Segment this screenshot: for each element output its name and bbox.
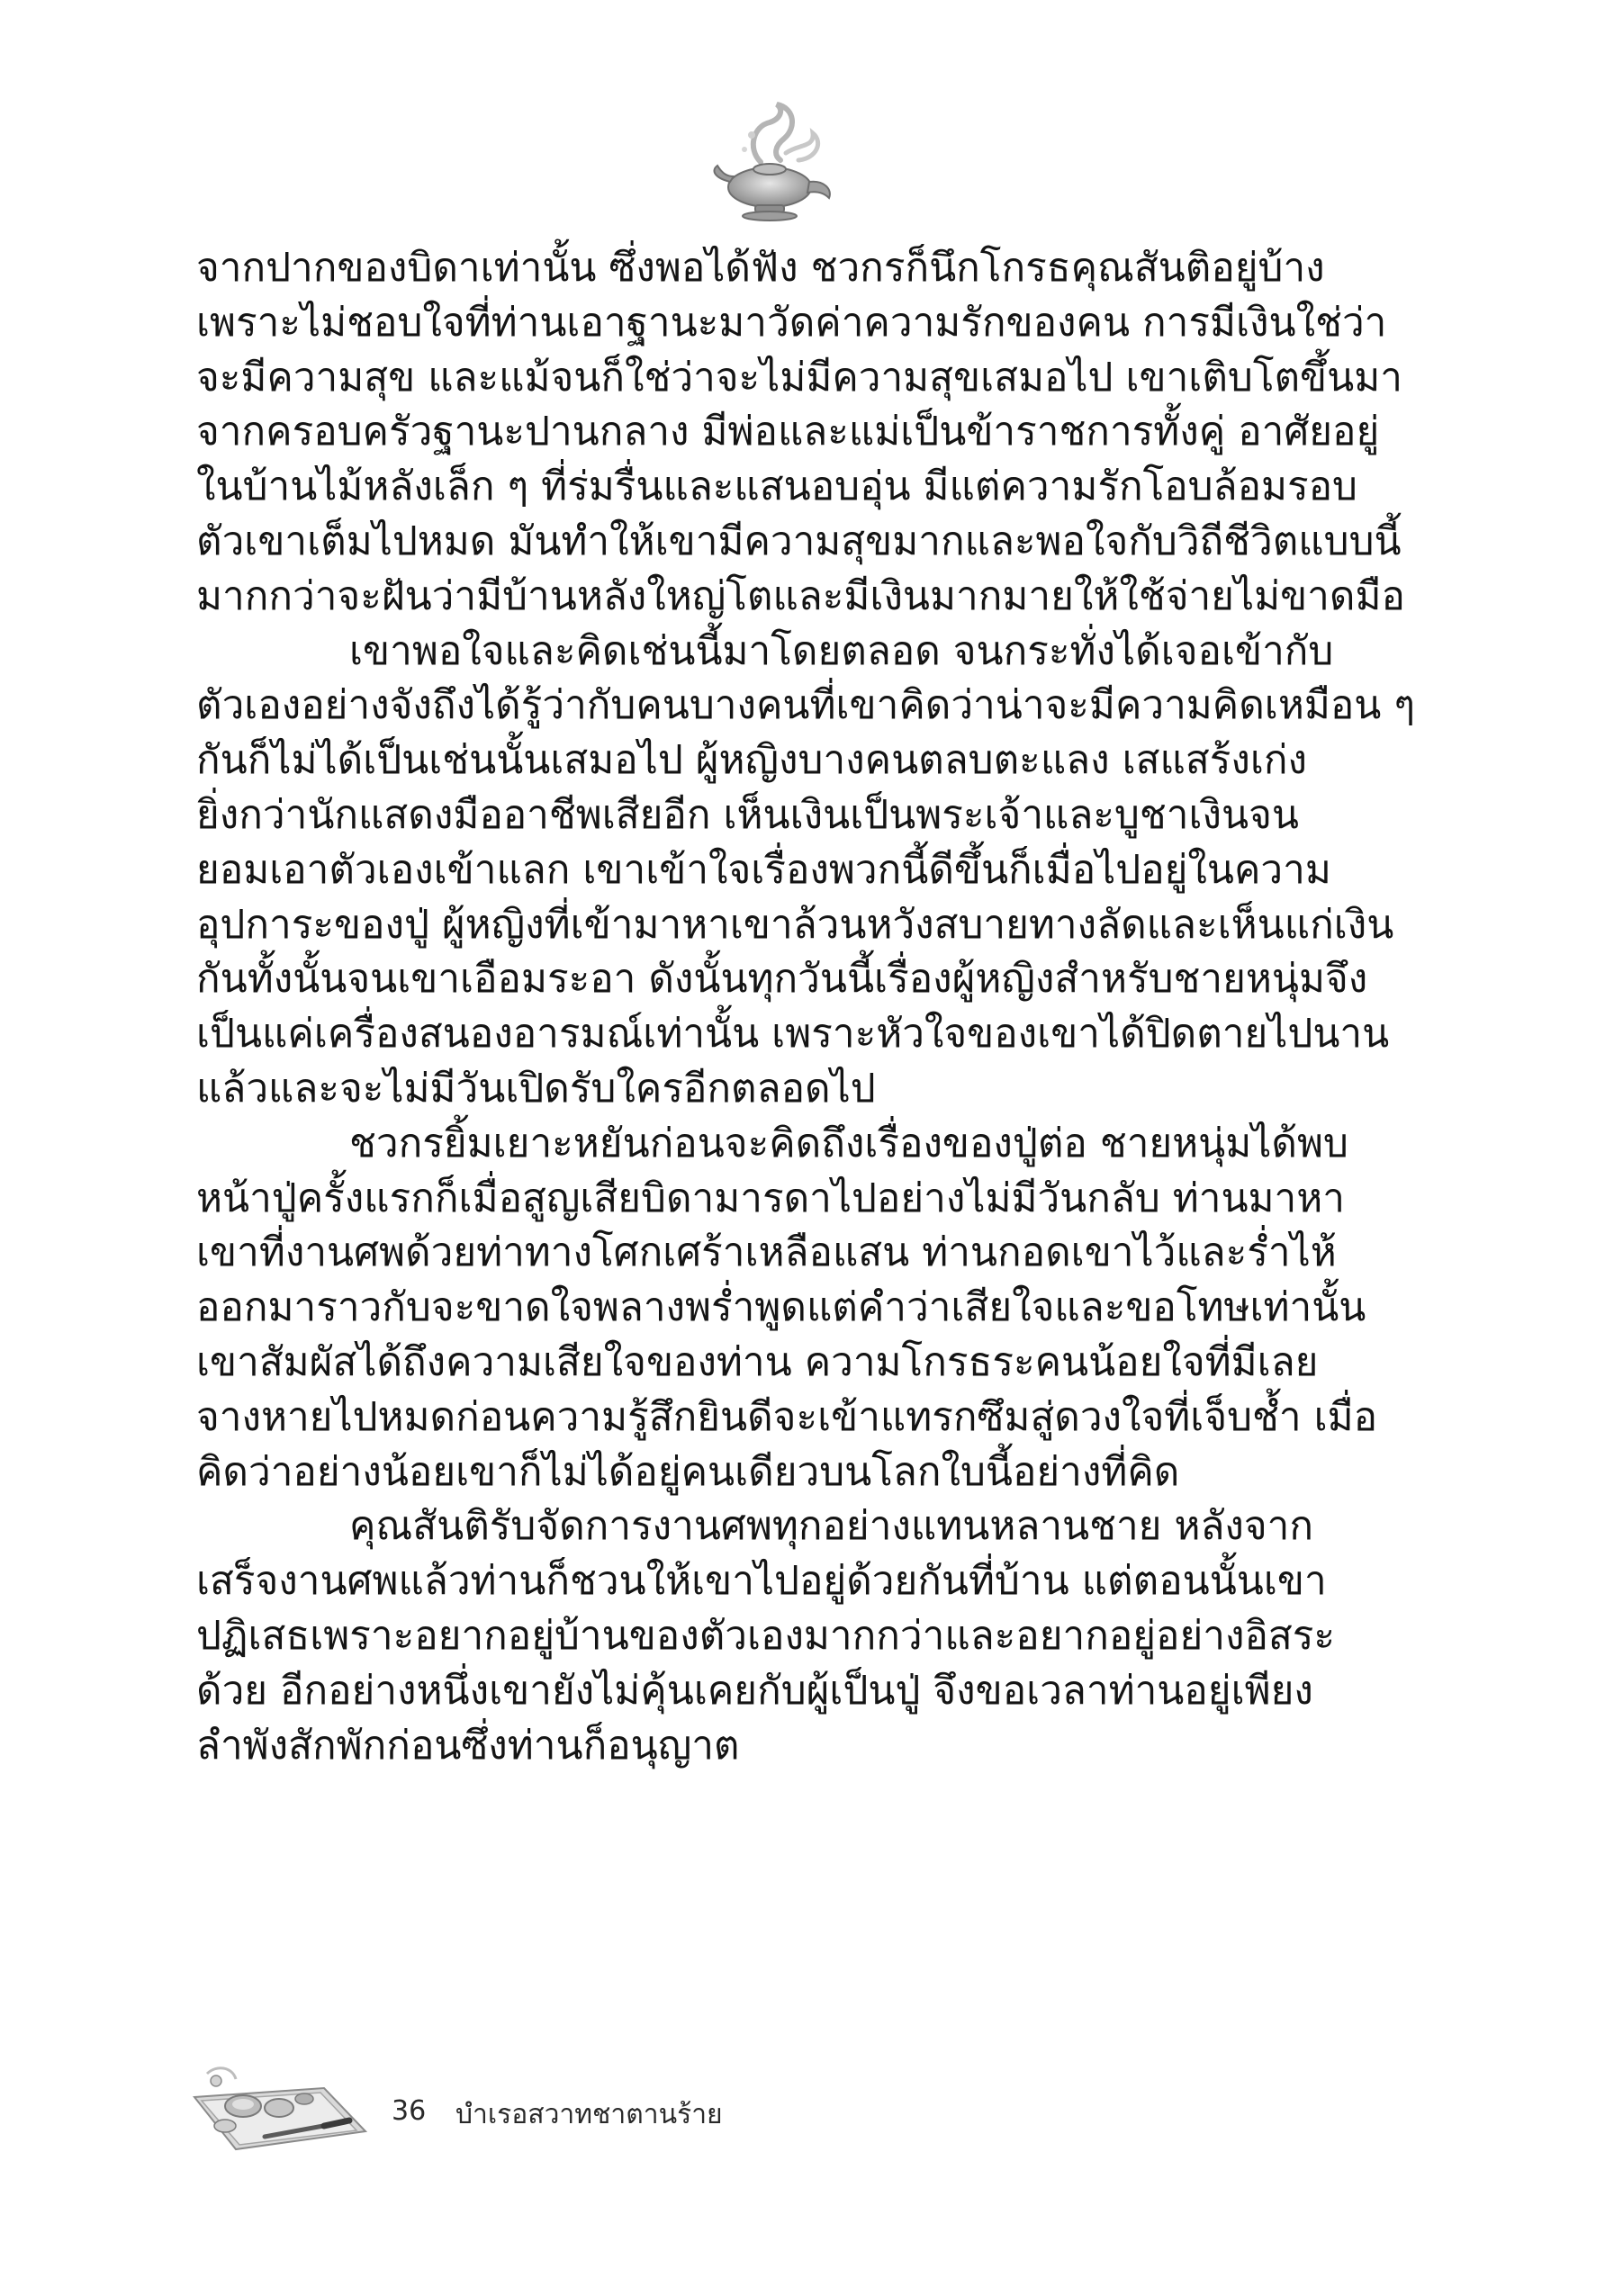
text-line: ในบ้านไม้หลังเล็ก ๆ ที่ร่มรื่นและแสนอบอุ่น มีแต่ความรักโอบล้อมรอบ: [196, 464, 1357, 510]
text-line: ตัวเขาเต็มไปหมด มันทำให้เขามีความสุขมากและพอใจกับวิถีชีวิตแบบนี้: [196, 518, 1402, 564]
text-line: มากกว่าจะฝันว่ามีบ้านหลังใหญ่โตและมีเงินมากมายให้ใช้จ่ายไม่ขาดมือ: [196, 572, 1405, 619]
text-line: เขาสัมผัสได้ถึงความเสียใจของท่าน ความโกรธระคนน้อยใจที่มีเลย: [196, 1338, 1319, 1385]
text-line: จะมีความสุข และแม้จนก็ใช่ว่าจะไม่มีความสุขเสมอไป เขาเติบโตขึ้นมา: [196, 354, 1402, 401]
text-line: ลำพังสักพักก่อนซึ่งท่านก็อนุญาต: [196, 1722, 740, 1769]
text-line: ยอมเอาตัวเองเข้าแลก เขาเข้าใจเรื่องพวกนี้ดีขึ้นก็เมื่อไปอยู่ในความ: [196, 846, 1331, 893]
text-line: ปฏิเสธเพราะอยากอยู่บ้านของตัวเองมากกว่าและอยากอยู่อย่างอิสระ: [196, 1612, 1335, 1659]
running-title: บำเรอสวาทชาตานร้าย: [455, 2099, 723, 2130]
text-line: เพราะไม่ชอบใจที่ท่านเอาฐานะมาวัดค่าความรักของคน การมีเงินใช่ว่า: [196, 299, 1387, 346]
text-line: อุปการะของปู่ ผู้หญิงที่เข้ามาหาเขาล้วนหวังสบายทางลัดและเห็นแก่เงิน: [196, 901, 1394, 948]
text-line: จากครอบครัวฐานะปานกลาง มีพ่อและแม่เป็นข้าราชการทั้งคู่ อาศัยอยู่: [196, 409, 1380, 455]
paragraph-start-line: เขาพอใจและคิดเช่นนี้มาโดยตลอด จนกระทั่งได้เจอเข้ากับ: [349, 627, 1334, 674]
paragraph-start-line: ชวกรยิ้มเยาะหยันก่อนจะคิดถึงเรื่องของปู่ต่อ ชายหนุ่มได้พบ: [349, 1120, 1348, 1166]
text-line: ตัวเองอย่างจังถึงได้รู้ว่ากับคนบางคนที่เขาคิดว่าน่าจะมีความคิดเหมือน ๆ: [196, 682, 1415, 729]
text-line: ด้วย อีกอย่างหนึ่งเขายังไม่คุ้นเคยกับผู้เป็นปู่ จึงขอเวลาท่านอยู่เพียง: [196, 1667, 1313, 1714]
text-line: กันทั้งนั้นจนเขาเอือมระอา ดังนั้นทุกวันนี้เรื่องผู้หญิงสำหรับชายหนุ่มจึง: [196, 956, 1368, 1003]
text-line: จากปากของบิดาเท่านั้น ซึ่งพอได้ฟัง ชวกรก็นึกโกรธคุณสันติอยู่บ้าง: [196, 245, 1325, 291]
text-line: ออกมาราวกับจะขาดใจพลางพร่ำพูดแต่คำว่าเสียใจและขอโทษเท่านั้น: [196, 1284, 1366, 1331]
page-footer: [189, 2061, 819, 2160]
page-number: 36: [392, 2095, 427, 2127]
body-text: [196, 241, 1415, 1773]
text-line: ยิ่งกว่านักแสดงมืออาชีพเสียอีก เห็นเงินเป็นพระเจ้าและบูชาเงินจน: [196, 791, 1299, 838]
paragraph-start-line: คุณสันติรับจัดการงานศพทุกอย่างแทนหลานชาย หลังจาก: [349, 1503, 1314, 1550]
text-line: เป็นแค่เครื่องสนองอารมณ์เท่านั้น เพราะหัวใจของเขาได้ปิดตายไปนาน: [196, 1011, 1390, 1058]
text-line: แล้วและจะไม่มีวันเปิดรับใครอีกตลอดไป: [196, 1065, 876, 1112]
text-line: จางหายไปหมดก่อนความรู้สึกยินดีจะเข้าแทรกซึมสู่ดวงใจที่เจ็บช้ำ เมื่อ: [196, 1393, 1378, 1440]
text-line: หน้าปู่ครั้งแรกก็เมื่อสูญเสียบิดามารดาไปอย่างไม่มีวันกลับ ท่านมาหา: [196, 1175, 1345, 1221]
kitchen-tray-icon: [189, 2061, 369, 2160]
text-line: คิดว่าอย่างน้อยเขาก็ไม่ได้อยู่คนเดียวบนโลกใบนี้อย่างที่คิด: [196, 1448, 1180, 1495]
genie-lamp-icon: [698, 99, 842, 225]
text-line: กันก็ไม่ได้เป็นเช่นนั้นเสมอไป ผู้หญิงบางคนตลบตะแลง เสแสร้งเก่ง: [196, 737, 1307, 784]
text-line: เขาที่งานศพด้วยท่าทางโศกเศร้าเหลือแสน ท่านกอดเขาไว้และร่ำไห้: [196, 1229, 1337, 1276]
text-line: เสร็จงานศพแล้วท่านก็ชวนให้เขาไปอยู่ด้วยกันที่บ้าน แต่ตอนนั้นเขา: [196, 1558, 1327, 1605]
